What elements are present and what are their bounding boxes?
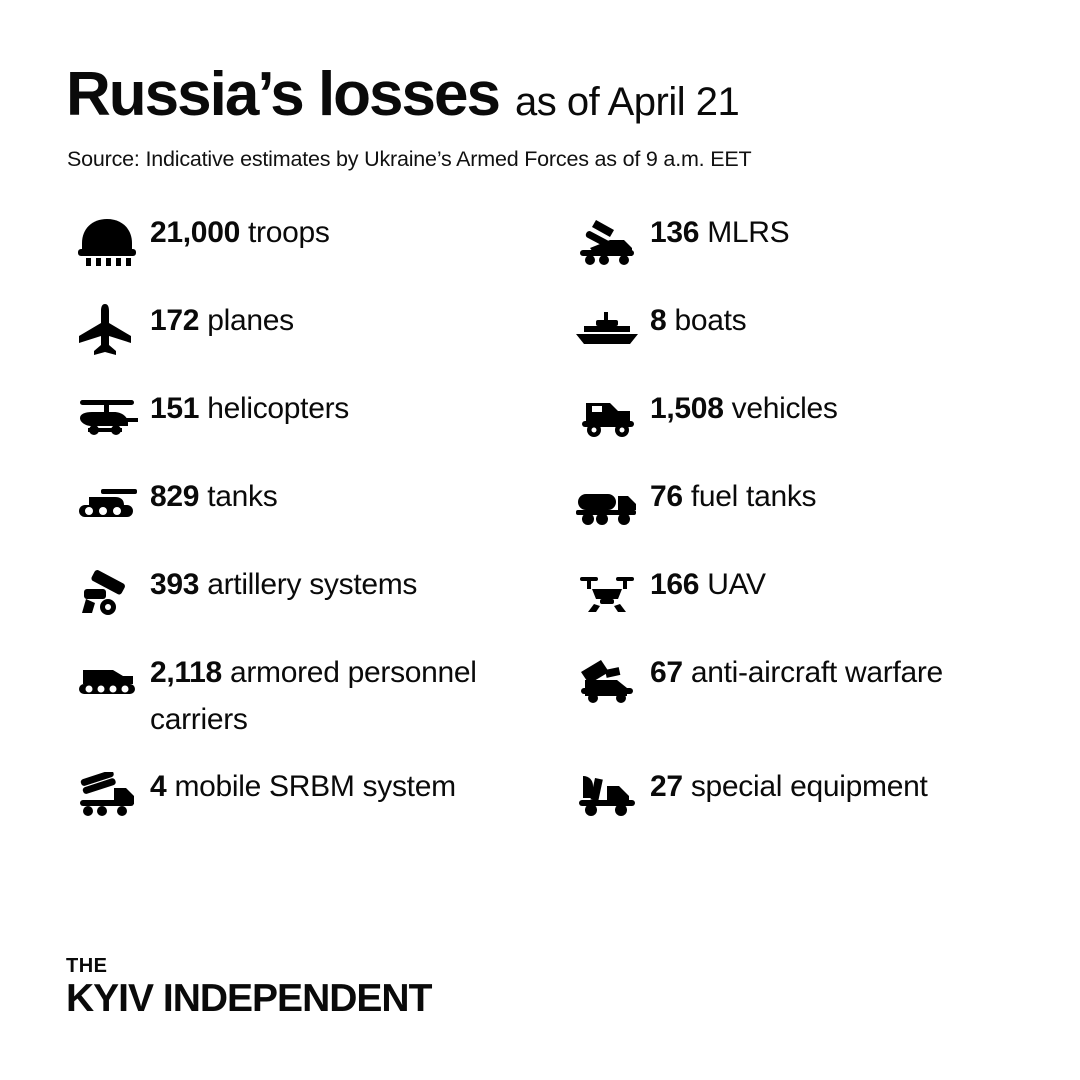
list-item [64,470,564,558]
mlrs-icon [564,206,650,272]
label: troops [248,216,330,250]
label: vehicles [731,392,838,426]
value: 151 [150,392,200,426]
value: 4 [150,770,167,804]
kyiv-independent-logo [66,956,431,1018]
list-item-text [650,558,766,609]
list-item [564,760,1016,874]
logo-name: KYIV INDEPENDENT [66,977,432,1020]
label: fuel tanks [690,480,817,514]
list-item-text [150,206,330,257]
losses-column-right [564,206,1016,874]
list-item-text [150,760,456,811]
value: 2,118 [150,656,222,690]
list-item-text [150,558,417,609]
list-item-text [150,470,277,521]
artillery-icon [64,558,150,624]
list-item [64,646,564,760]
list-item-text [650,470,816,521]
list-item-text [150,294,294,345]
uav-icon [564,558,650,624]
list-item [564,294,1016,382]
plane-icon [64,294,150,360]
apc-icon [64,646,150,712]
fuel-tank-icon [564,470,650,536]
value: 393 [150,568,200,602]
list-item [564,470,1016,558]
value: 27 [650,770,683,804]
helicopter-icon [64,382,150,448]
list-item [64,206,564,294]
losses-column-left [64,206,564,874]
label: boats [674,304,747,338]
value: 136 [650,216,700,250]
label: UAV [707,568,766,602]
value: 166 [650,568,700,602]
label: MLRS [707,216,790,250]
label: mobile SRBM system [174,770,456,804]
list-item-text [150,382,349,433]
list-item [64,558,564,646]
value: 76 [650,480,683,514]
list-item-text [650,382,838,433]
srbm-icon [64,760,150,826]
list-item [564,206,1016,294]
label: planes [207,304,294,338]
label: anti-aircraft warfare [690,656,943,690]
list-item [564,558,1016,646]
value: 8 [650,304,667,338]
title-main: Russia’s losses [66,60,499,129]
anti-aircraft-icon [564,646,650,712]
list-item-text [650,294,746,345]
list-item [564,382,1016,470]
label: tanks [207,480,278,514]
value: 1,508 [650,392,724,426]
list-item-text [650,206,789,257]
label: helicopters [207,392,349,426]
tank-icon [64,470,150,536]
label: armored personnel carriers [150,656,477,736]
list-item [64,294,564,382]
vehicle-icon [564,382,650,448]
boat-icon [564,294,650,360]
label: artillery systems [207,568,418,602]
list-item-text [650,760,928,811]
value: 21,000 [150,216,240,250]
label: special equipment [690,770,928,804]
list-item-text [150,646,480,743]
value: 67 [650,656,683,690]
list-item [64,382,564,470]
losses-grid [64,206,1016,874]
list-item-text [650,646,943,697]
title-subtitle: as of April 21 [514,80,740,124]
list-item [564,646,1016,760]
value: 172 [150,304,200,338]
logo-the: THE [66,955,108,977]
source-note: Source: Indicative estimates by Ukraine’s Armed Forces as of 9 a.m. EET [67,147,752,172]
special-equipment-icon [564,760,650,826]
helmet-icon [64,206,150,272]
page-title [64,62,1016,127]
list-item [64,760,564,874]
value: 829 [150,480,200,514]
